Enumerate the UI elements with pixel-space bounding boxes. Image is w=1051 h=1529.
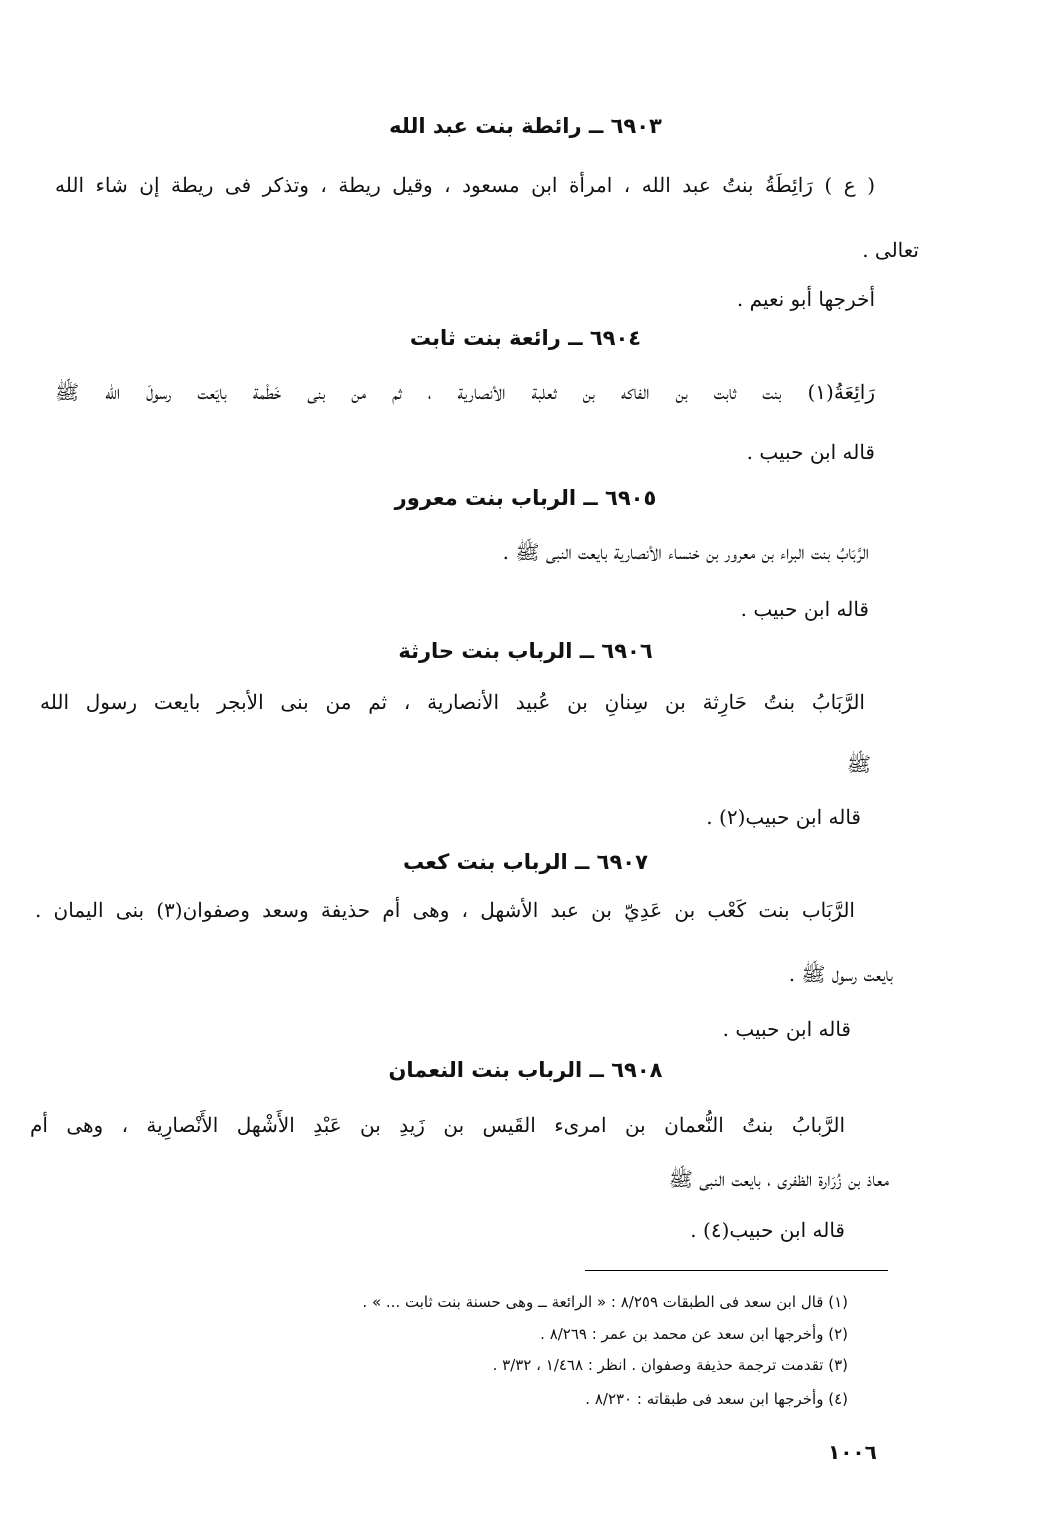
entry-text-line: رَائِعَةُ(١) بنت ثابت بن الفاكه بن ثعلبة الأنصارية ، ثم من بنى خَطْمة بايَعت رسولَ الله ﷺ: [55, 380, 875, 404]
entry-text-line: أخرجها أبو نعيم .: [736, 287, 875, 311]
entry-title: ٦٩٠٧ ــ الرباب بنت كعب: [403, 850, 648, 874]
entry-text-line: الرَّبَاب بنت كَعْب بن عَدِيّ بن عبد الأشهل ، وهى أم حذيفة وسعد وصفوان(٣) بنى اليمان .: [35, 898, 855, 922]
page-number: ١٠٠٦: [828, 1440, 877, 1464]
entry-text-line: قاله ابن حبيب(٢) .: [706, 805, 861, 829]
entry-text-line: قاله ابن حبيب(٤) .: [690, 1218, 845, 1242]
entry-text-line: تعالى .: [862, 238, 919, 262]
entry-title: ٦٩٠٦ ــ الرباب بنت حارثة: [398, 639, 653, 663]
footnote: (٣) تقدمت ترجمة حذيفة وصفوان . انظر : ١/٤٦٨ ، ٣/٣٢ .: [492, 1356, 848, 1374]
entry-title: ٦٩٠٤ ــ رائعة بنت ثابت: [409, 326, 642, 350]
entry-text-line: قاله ابن حبيب .: [746, 440, 875, 464]
footnote: (١) قال ابن سعد فى الطبقات ٨/٢٥٩ : « الرائعة ــ وهى حسنة بنت ثابت ... » .: [362, 1293, 848, 1311]
entry-text-line: ( ع ) رَائِطَةُ بنتُ عبد الله ، امرأة ابن مسعود ، وقيل ريطة ، وتذكر فى ريطة إن شاء الله: [55, 173, 875, 197]
footnote: (٢) وأخرجها ابن سعد عن محمد بن عمر : ٨/٢٦٩ .: [540, 1325, 848, 1343]
entry-title: ٦٩٠٣ ــ رائطة بنت عبد الله: [389, 114, 662, 138]
entry-text-line: معاذ بن زُرَارة الظفرى ، بايعت النبى ﷺ: [668, 1167, 889, 1191]
entry-title: ٦٩٠٨ ــ الرباب بنت النعمان: [388, 1058, 663, 1082]
entry-text-line: الرَّبَابُ بنت البراء بن معرور بن خنساء الأنصارية بايعت النبى ﷺ .: [502, 540, 869, 564]
entry-text-line: قاله ابن حبيب .: [740, 597, 869, 621]
footnote-separator: [585, 1270, 888, 1271]
entry-text-line: الرَّبابُ بنتُ النُّعمان بن امرىء القَيس بن زَيدِ بن عَبْدِ الأَشْهل الأَنْصارِية ، وهى أم: [30, 1113, 845, 1137]
entry-title: ٦٩٠٥ ــ الرباب بنت معرور: [394, 486, 657, 510]
footnote: (٤) وأخرجها ابن سعد فى طبقاته : ٨/٢٣٠ .: [585, 1390, 848, 1408]
entry-text-line: ﷺ: [846, 752, 871, 776]
entry-text-line: الرَّبَابُ بنتُ حَارِثة بن سِنانِ بن عُبيد الأنصارية ، ثم من بنى الأبجر بايعت رسول الله: [40, 690, 865, 714]
entry-text-line: قاله ابن حبيب .: [722, 1017, 851, 1041]
entry-text-line: بايعت رسول ﷺ .: [788, 962, 893, 986]
